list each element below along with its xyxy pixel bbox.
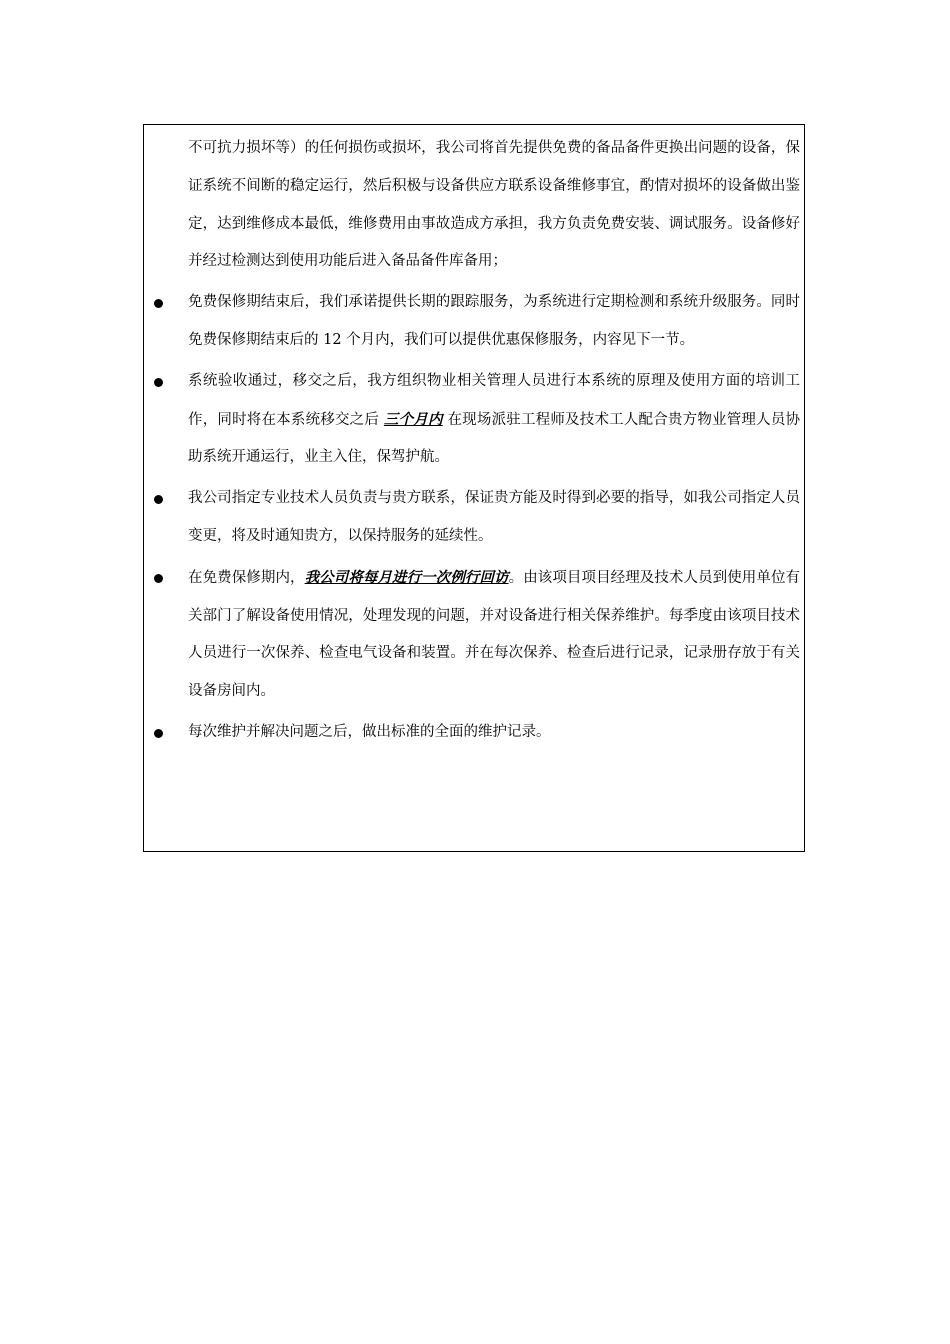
bullet-icon xyxy=(154,495,163,504)
bullet-icon xyxy=(154,729,163,738)
emphasized-text: 三个月内 xyxy=(383,410,443,428)
bullet-icon xyxy=(154,574,163,583)
list-item xyxy=(188,363,800,477)
service-terms-box xyxy=(143,124,805,852)
list-item-text: 在现场派驻工程师及技术工人配合贵方物业管理人员协助系统开通运行，业主入住，保驾护航。 xyxy=(188,411,801,466)
list-item-text: 每次维护并解决问题之后，做出标准的全面的维护记录。 xyxy=(188,723,551,740)
list-item-text: 。由该项目项目经理及技术人员到使用单位有关部门了解设备使用情况，处理发现的问题，并对设备进行相关保养维护。每季度由该项目技术人员进行一次保养、检查电气设备和装置。并在每次保养、检查后进行记录，记录册存放于有关设备房间内。 xyxy=(188,569,801,700)
list-item xyxy=(188,480,800,556)
bullet-icon xyxy=(154,378,163,387)
list-item xyxy=(188,559,800,711)
list-item-text: 我公司指定专业技术人员负责与贵方联系，保证贵方能及时得到必要的指导，如我公司指定人员变更，将及时通知贵方，以保持服务的延续性。 xyxy=(188,490,800,544)
list-item xyxy=(188,714,800,752)
list-item-text: 免费保修期结束后，我们承诺提供长期的跟踪服务，为系统进行定期检测和系统升级服务。同时免费保修期结束后的 12 个月内，我们可以提供优惠保修服务，内容见下一节。 xyxy=(188,294,800,348)
list-item xyxy=(188,284,800,360)
paragraph-text: 不可抗力损坏等）的任何损伤或损坏，我公司将首先提供免费的备品备件更换出问题的设备，保证系统不间断的稳定运行，然后积极与设备供应方联系设备维修事宜，酌情对损坏的设备做出鉴定，达到维修成本最低，维修费用由事故造成方承担，我方负责免费安装、调试服务。设备修好并经过检测达到使用功能后进入备品备件库备用； xyxy=(188,140,800,270)
emphasized-text: 我公司将每月进行一次例行回访 xyxy=(304,568,509,586)
list-item-text: 在免费保修期内， xyxy=(188,569,305,586)
paragraph-continuation xyxy=(188,130,800,281)
service-terms-content xyxy=(188,130,800,752)
bullet-icon xyxy=(154,299,163,308)
list-item-text: 系统验收通过，移交之后，我方组织物业相关管理人员进行本系统的原理及使用方面的培训工作，同时将在本系统移交之后 xyxy=(188,372,800,428)
